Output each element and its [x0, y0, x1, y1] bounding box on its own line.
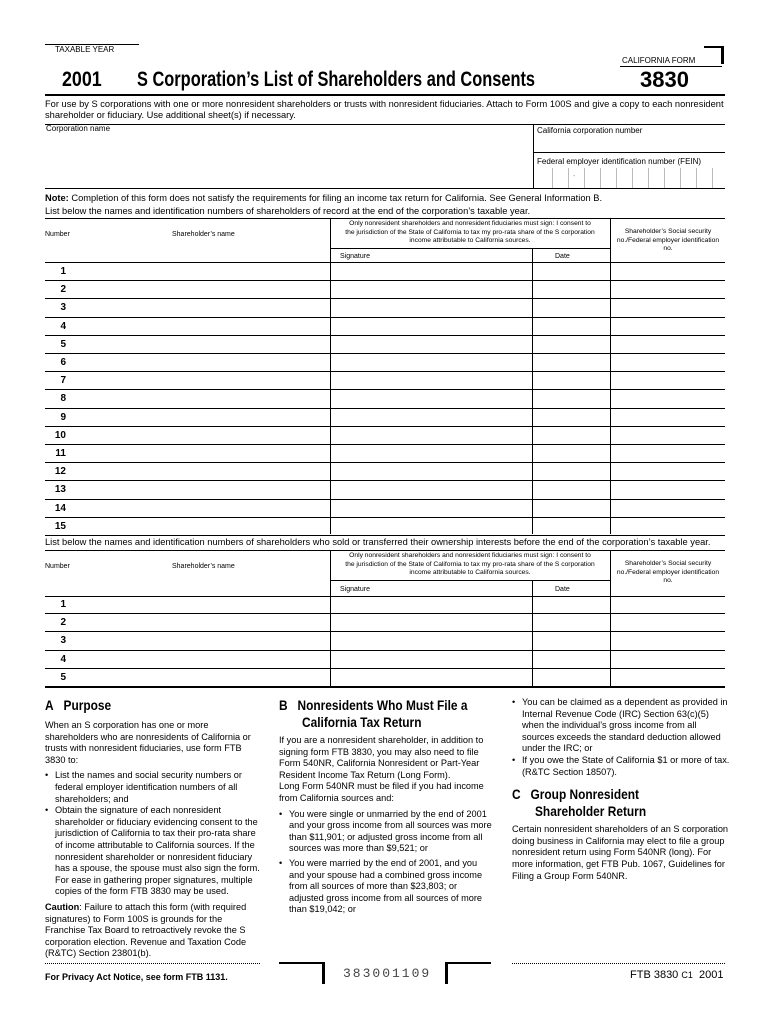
- row-number: 1: [60, 599, 66, 611]
- ssn-cell[interactable]: [611, 263, 725, 281]
- note: [45, 193, 735, 204]
- section-b-p2: Long Form 540NR must be filed if you had income from California sources and:: [279, 781, 484, 803]
- note-bold: Note:: [45, 193, 69, 203]
- row-number: 6: [60, 357, 66, 369]
- section-a-p1: When an S corporation has one or more shareholders who are nonresidents of California or trusts with nonresident fiduciaries, use form FTB 3830 to:: [45, 720, 251, 765]
- col-name-header: Shareholder’s name: [172, 563, 235, 570]
- row-number: 1: [60, 266, 66, 278]
- date-cell[interactable]: [533, 427, 609, 445]
- date-cell[interactable]: [533, 318, 609, 336]
- row-number: 7: [60, 375, 66, 387]
- ssn-cell[interactable]: [611, 614, 725, 632]
- table-row: [45, 354, 725, 372]
- ca-corp-number-label: California corporation number: [537, 126, 643, 135]
- shareholder-name-cell[interactable]: [75, 336, 330, 354]
- date-cell[interactable]: [533, 463, 609, 481]
- ssn-cell[interactable]: [611, 500, 725, 518]
- date-cell[interactable]: [533, 409, 609, 427]
- section-b: [279, 697, 494, 916]
- ftb-form-footer: FTB 3830 C1 2001: [630, 969, 724, 981]
- signature-cell[interactable]: [331, 299, 531, 317]
- col-ssn-header: Shareholder’s Social security no./Federal employer identification no.: [616, 228, 720, 252]
- section-b-bullet3: • You can be claimed as a dependent as provided in Internal Revenue Code (IRC) Section 63(c)(5) when the individual’s gross income from all sources exceeds the standard deduction allowed under the IRC; or: [512, 697, 730, 755]
- table-row: [45, 669, 725, 687]
- date-cell[interactable]: [533, 518, 609, 536]
- row-number: 3: [60, 302, 66, 314]
- row-number: 11: [55, 448, 66, 460]
- table-row: [45, 445, 725, 463]
- shareholder-name-cell[interactable]: [75, 409, 330, 427]
- table-row: [45, 651, 725, 669]
- table-row: [45, 463, 725, 481]
- signature-cell[interactable]: [331, 336, 531, 354]
- date-cell[interactable]: [533, 632, 609, 650]
- row-number: 5: [60, 338, 66, 350]
- section-b-bullet4: • If you owe the State of California $1 or more of tax. (R&TC Section 18507).: [512, 755, 730, 778]
- date-cell[interactable]: [533, 500, 609, 518]
- row-number: 2: [60, 284, 66, 296]
- row-number: 13: [54, 484, 66, 496]
- shareholder-name-cell[interactable]: [75, 500, 330, 518]
- signature-cell[interactable]: [331, 632, 531, 650]
- right-bracket-mark: [445, 962, 491, 984]
- left-bracket-mark: [279, 962, 325, 984]
- table-row: [45, 614, 725, 632]
- row-number: 2: [60, 617, 66, 629]
- section-c-title: C Group Nonresident: [512, 786, 639, 803]
- shareholder-name-cell[interactable]: [75, 463, 330, 481]
- shareholder-name-cell[interactable]: [75, 669, 330, 687]
- section-b-bullet1: • You were single or unmarried by the end of 2001 and your gross income from all sources was more than $11,901; or adjusted gross income from all sources was more than $9,521; or: [279, 809, 494, 855]
- signature-cell[interactable]: [331, 445, 531, 463]
- form-year: 2001: [62, 68, 102, 91]
- shareholder-name-cell[interactable]: [75, 354, 330, 372]
- ssn-cell[interactable]: [611, 281, 725, 299]
- signature-cell[interactable]: [331, 669, 531, 687]
- shareholder-name-cell[interactable]: [75, 281, 330, 299]
- section-a-title: A Purpose: [45, 697, 112, 713]
- col-signature-header: Signature: [340, 586, 370, 593]
- col-date-header: Date: [555, 253, 570, 260]
- col-date-header: Date: [555, 586, 570, 593]
- shareholder-name-cell[interactable]: [75, 390, 330, 408]
- table-row: [45, 281, 725, 299]
- table-row: [45, 518, 725, 536]
- ssn-cell[interactable]: [611, 336, 725, 354]
- row-number: 14: [54, 502, 66, 514]
- signature-cell[interactable]: [331, 518, 531, 536]
- row-number: 4: [60, 320, 66, 332]
- consent-text: Only nonresident shareholders and nonresident fiduciaries must sign: I consent to the jurisdiction of the State of California to tax my pro-rata share of the S corporation income attributable to California sources.: [345, 220, 595, 244]
- shareholder-name-cell[interactable]: [75, 518, 330, 536]
- ssn-cell[interactable]: [611, 481, 725, 499]
- signature-cell[interactable]: [331, 390, 531, 408]
- date-cell[interactable]: [533, 299, 609, 317]
- section-b-p1: If you are a nonresident shareholder, in addition to signing form FTB 3830, you may also need to file Form 540NR, California Nonresident or Part-Year Resident Income Tax Return (Long Form).: [279, 735, 484, 780]
- table-row: [45, 409, 725, 427]
- signature-cell[interactable]: [331, 409, 531, 427]
- date-cell[interactable]: [533, 445, 609, 463]
- form-code: 383001109: [343, 966, 432, 981]
- ssn-cell[interactable]: [611, 409, 725, 427]
- section-b-bullet2: • You were married by the end of 2001, and you and your spouse had a combined gross income from all sources of more than $23,803; or adjusted gross income from all sources of more than $19,042; or: [279, 858, 494, 916]
- table-row: [45, 596, 725, 614]
- date-cell[interactable]: [533, 281, 609, 299]
- row-number: 8: [60, 393, 66, 405]
- signature-cell[interactable]: [331, 651, 531, 669]
- row-number: 5: [60, 671, 66, 683]
- signature-cell[interactable]: [331, 500, 531, 518]
- col-number-header: Number: [45, 231, 70, 238]
- section-bc: [512, 697, 730, 882]
- date-cell[interactable]: [533, 481, 609, 499]
- table2-caption: List below the names and identification numbers of shareholders who sold or transferred their ownership interests before the end of the corporation’s taxable year.: [45, 537, 711, 547]
- intro-text: For use by S corporations with one or more nonresident shareholders or trusts with nonresident fiduciaries. Attach to Form 100S and give a copy to each nonresident shareholder or fiduciary. Use additional sheet(s) if necessary.: [45, 99, 724, 120]
- date-cell[interactable]: [533, 614, 609, 632]
- ssn-cell[interactable]: [611, 354, 725, 372]
- table-row: [45, 481, 725, 499]
- shareholder-name-cell[interactable]: [75, 427, 330, 445]
- shareholder-name-cell[interactable]: [75, 614, 330, 632]
- table-row: [45, 632, 725, 650]
- ssn-cell[interactable]: [611, 463, 725, 481]
- form-number: 3830: [640, 67, 689, 92]
- table-row: [45, 299, 725, 317]
- ssn-cell[interactable]: [611, 632, 725, 650]
- row-number: 3: [60, 635, 66, 647]
- section-b-title-2: California Tax Return: [302, 714, 422, 730]
- date-cell[interactable]: [533, 390, 609, 408]
- table-row: [45, 318, 725, 336]
- signature-cell[interactable]: [331, 463, 531, 481]
- ssn-cell[interactable]: [611, 651, 725, 669]
- signature-cell[interactable]: [331, 481, 531, 499]
- date-cell[interactable]: [533, 596, 609, 614]
- form-title: S Corporation’s List of Shareholders and Consents: [137, 68, 536, 91]
- table-row: [45, 372, 725, 390]
- shareholder-name-cell[interactable]: [75, 263, 330, 281]
- signature-cell[interactable]: [331, 281, 531, 299]
- ssn-cell[interactable]: [611, 669, 725, 687]
- date-cell[interactable]: [533, 263, 609, 281]
- col-number-header: Number: [45, 563, 70, 570]
- ssn-cell[interactable]: [611, 318, 725, 336]
- ssn-cell[interactable]: [611, 299, 725, 317]
- ssn-cell[interactable]: [611, 390, 725, 408]
- signature-cell[interactable]: [331, 354, 531, 372]
- signature-cell[interactable]: [331, 427, 531, 445]
- consent-text: Only nonresident shareholders and nonresident fiduciaries must sign: I consent to the jurisdiction of the State of California to tax my pro-rata share of the S corporation income attributable to California sources.: [345, 552, 595, 576]
- date-cell[interactable]: [533, 336, 609, 354]
- table1-caption: List below the names and identification numbers of shareholders of record at the end of the corporation’s taxable year.: [45, 206, 531, 216]
- california-form-label: CALIFORNIA FORM: [622, 56, 696, 65]
- fein-label: Federal employer identification number (FEIN): [537, 157, 702, 166]
- section-b-title: B Nonresidents Who Must File a: [279, 697, 468, 713]
- col-signature-header: Signature: [340, 253, 370, 260]
- shareholder-name-cell[interactable]: [75, 632, 330, 650]
- row-number: 10: [54, 429, 66, 441]
- table-row: [45, 263, 725, 281]
- date-cell[interactable]: [533, 354, 609, 372]
- signature-cell[interactable]: [331, 372, 531, 390]
- table-row: [45, 427, 725, 445]
- table-row: [45, 500, 725, 518]
- shareholder-name-cell[interactable]: [75, 651, 330, 669]
- shareholder-name-cell[interactable]: [75, 299, 330, 317]
- ssn-cell[interactable]: [611, 596, 725, 614]
- corporation-name-label: Corporation name: [46, 124, 111, 133]
- fein-separator: -: [573, 173, 576, 180]
- date-cell[interactable]: [533, 651, 609, 669]
- signature-cell[interactable]: [331, 263, 531, 281]
- col-ssn-header: Shareholder’s Social security no./Federal employer identification no.: [616, 560, 720, 584]
- section-c-title-2: Shareholder Return: [535, 803, 647, 820]
- shareholder-name-cell[interactable]: [75, 596, 330, 614]
- section-c-p1: Certain nonresident shareholders of an S corporation doing business in California may elect to file a group nonresident return using Form 540NR (long). For more information, get FTB Pub. 1067, Guidelines for Filing a Group Form 540NR.: [512, 824, 729, 881]
- shareholder-name-cell[interactable]: [75, 372, 330, 390]
- col-name-header: Shareholder’s name: [172, 231, 235, 238]
- shareholder-name-cell[interactable]: [75, 445, 330, 463]
- date-cell[interactable]: [533, 669, 609, 687]
- section-a-caution: Caution: Failure to attach this form (with required signatures) to Form 100S is grounds for the Franchise Tax Board to retroactively revoke the S corporation election. Revenue and Taxation Code (R&TC) Section 23801(b).: [45, 901, 247, 959]
- table-row: [45, 390, 725, 408]
- privacy-notice: For Privacy Act Notice, see form FTB 1131.: [45, 972, 228, 982]
- section-a-bullet1: • List the names and social security numbers or federal employer identification numbers of all shareholders; and: [45, 770, 260, 805]
- corner-mark: [704, 46, 724, 64]
- signature-cell[interactable]: [331, 318, 531, 336]
- ssn-cell[interactable]: [611, 445, 725, 463]
- ssn-cell[interactable]: [611, 518, 725, 536]
- row-number: 4: [60, 653, 66, 665]
- note-text: Completion of this form does not satisfy the requirements for filing an income tax return for California. See General Information B.: [68, 193, 603, 203]
- row-number: 9: [60, 411, 66, 423]
- taxable-year-label: TAXABLE YEAR: [55, 45, 115, 54]
- shareholder-name-cell[interactable]: [75, 481, 330, 499]
- row-number: 15: [54, 520, 66, 532]
- corporation-name-field[interactable]: [45, 124, 533, 188]
- shareholder-name-cell[interactable]: [75, 318, 330, 336]
- table-row: [45, 336, 725, 354]
- date-cell[interactable]: [533, 372, 609, 390]
- signature-cell[interactable]: [331, 596, 531, 614]
- ssn-cell[interactable]: [611, 372, 725, 390]
- section-a-bullet2: • Obtain the signature of each nonresident shareholder or fiduciary evidencing consent to the jurisdiction of California to tax their pro-rata share of income attributable to California sources. If the nonresident shareholder or nonresident fiduciary has a spouse, the spouse must also sign the form. For ease in gathering proper signatures, multiple copies of the form FTB 3830 may be used.: [45, 805, 260, 898]
- row-number: 12: [54, 466, 66, 478]
- ssn-cell[interactable]: [611, 427, 725, 445]
- section-a: [45, 697, 260, 960]
- ca-corp-number-field[interactable]: [534, 135, 725, 153]
- signature-cell[interactable]: [331, 614, 531, 632]
